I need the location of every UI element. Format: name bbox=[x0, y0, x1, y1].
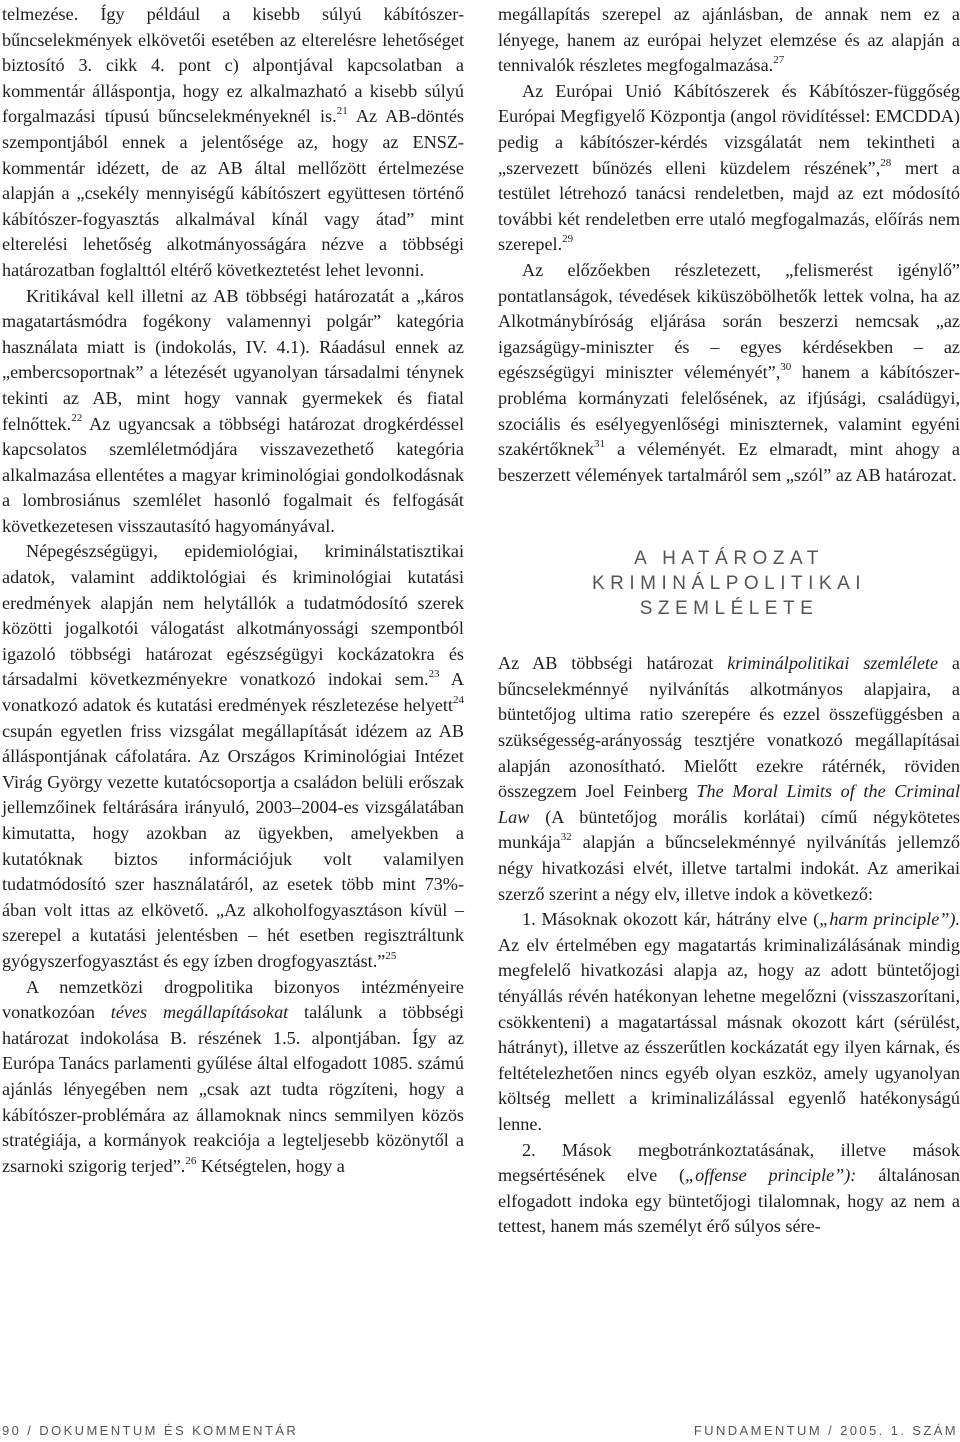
left-column bbox=[2, 2, 464, 1179]
paragraph-text: csupán egyetlen friss vizsgálat megállapítását idézem az AB álláspontjának cáfolatára. Az Országos Kriminológiai Intézet Virág György vezette kutatócsoportja a családon belüli erőszak jellemzőinek feltárására irányuló, 2003–2004-es vizsgálatában kimutatta, hogy azokban az ügyekben, amelyekben a kutatóknak biztos információjuk volt valamilyen tudatmódosító szer használatáról, az esetek több mint 73%-ában volt ittas az elkövető. „Az alkoholfogyasztáson kívül – szerepel a kutatási jelentésben – hét esetben regisztráltunk gyógyszerfogyasztást és egy ízben drogfogyasztást.” bbox=[2, 720, 464, 971]
paragraph-text: Népegészségügyi, epidemiológiai, kriminálstatisztikai adatok, valamint addiktológiai és kriminológiai kutatási eredmények alapján nem helytállók a tudatmódosító szerek közötti jogalkotói válogatást alkotmányossági szempontból igazoló többségi határozat egészségügyi kockázatokra és társadalmi következményekre vonatkozó indokai sem. bbox=[2, 541, 464, 690]
paragraph bbox=[2, 539, 464, 974]
footnote-ref: 26 bbox=[185, 1154, 197, 1167]
paragraph-text: Az ugyancsak a többségi határozat drogkérdéssel kapcsolatos szemléletmódjára visszavezethető kategória alkalmazása ellentétes a magyar kriminológiai gondolkodásnak a lombrosiánus szemlélet hasonló fogalmait és felfogását következetesen visszautasító hagyományával. bbox=[2, 413, 464, 536]
paragraph bbox=[498, 2, 960, 79]
paragraph bbox=[2, 975, 464, 1180]
paragraph-text: mert a testület létrehozó tanácsi rendeletben, majd az ezt módosító további két rendeletben erre utaló megfogalmazás, előírás nem szerepel. bbox=[498, 157, 960, 255]
paragraph-text: Az Európai Unió Kábítószerek és Kábítószer-függőség Európai Megfigyelő Központja (angol rövidítéssel: EMCDDA) pedig a kábítószer-kérdés vizsgálatát nem tekintheti a „szervezett bűnözés elleni küzdelem részének”, bbox=[498, 80, 960, 178]
paragraph-text: Az AB többségi határozat bbox=[498, 653, 728, 674]
paragraph-text: Kritikával kell illetni az AB többségi határozatát a „káros magatartásmódra fogékony valamennyi polgár” kategória használata miatt is (indokolás, IV. 4.1). Ráadásul ennek az „embercsoportnak” a létezését ugyanolyan társadalmi ténynek tekinti az AB, mint hogy vannak gyermekek és fiatal felnőttek. bbox=[2, 285, 464, 434]
paragraph-text: hanem a kábítószer-probléma kormányzati felelősének, az ifjúsági, családügyi, szociális és esélyegyenlőségi miniszternek, valamint egyéni szakértőknek bbox=[498, 362, 960, 460]
paragraph-text: Az AB-döntés szempontjából ennek a jelentősége az, hogy az ENSZ-kommentár idézett, de az AB által mellőzött értelmezése alapján a „csekély mennyiségű kábítószert együttesen történő kábítószer-fogyasztás alkalmával kínál vagy átad” mint elterelési lehetőség alkotmányosságára nézve a többségi határozatban foglalttól eltérő következtetést lehet levonni. bbox=[2, 106, 464, 280]
footnote-ref: 25 bbox=[385, 949, 397, 962]
footnote-ref: 30 bbox=[780, 361, 792, 374]
paragraph bbox=[498, 79, 960, 258]
paragraph-text: Kétségtelen, hogy a bbox=[196, 1155, 345, 1176]
footnote-ref: 31 bbox=[593, 438, 605, 451]
emphasized-text: téves megállapításokat bbox=[110, 1002, 289, 1023]
emphasized-text: „harm principle”). bbox=[819, 909, 960, 930]
paragraph bbox=[2, 284, 464, 540]
emphasized-text: „offense principle”): bbox=[685, 1165, 857, 1186]
paragraph-text: A nemzetközi drogpolitika bizonyos intézményeire vonatkozóan bbox=[2, 976, 464, 1023]
footer-section-label: 90 / DOKUMENTUM ÉS KOMMENTÁR bbox=[2, 1423, 299, 1438]
footnote-ref: 28 bbox=[880, 156, 892, 169]
paragraph-text: 2. Mások megbotránkoztatásának, illetve mások megsértésének elve ( bbox=[498, 1139, 960, 1186]
paragraph-text: megállapítás szerepel az ajánlásban, de annak nem ez a lényege, hanem az európai helyzet elemzése és az alapján a tennivalók részletes megfogalmazása. bbox=[498, 4, 960, 76]
paragraph-text: a bűncselekménnyé nyilvánítás alkotmányos alapjaira, a büntetőjog ultima ratio szerepére és ezzel összefüggésben a szükségesség-arányosság tesztjére vonatkozó megállapításai alapján azonosítható. Mielőtt ezekre rátérnék, röviden összegzem Joel Feinberg bbox=[498, 653, 960, 802]
book-title: The Moral Limits of the Criminal Law bbox=[498, 781, 960, 827]
footnote-ref: 24 bbox=[453, 693, 464, 706]
page-footer bbox=[0, 1423, 960, 1442]
paragraph-text: alapján a bűncselekménnyé nyilvánítás jellemző négy hivatkozási elvét, illetve tartalmi indokát. Az amerikai szerző szerint a négy elv, illetve indok a következő: bbox=[498, 832, 960, 904]
section-heading-line: SZEMLÉLETE bbox=[639, 598, 819, 620]
paragraph-text: Az elv értelmében egy magatartás kriminalizálásának mindig megfelelő hivatkozási alapja az, hogy az adott büntetőjogi tényállás révén hatékonyan lehetne megelőzni (visszaszorítani, csökkenteni) a magatartással másnak okozott kárt (sérülést, hátrányt), illetve az ésszerűtlen kockázatát egy ilyen kárnak, és feltételezhetően nincs egyéb olyan eszköz, amely ugyanolyan költség mellett a kriminalizálással egyenlő hatékonyságú lenne. bbox=[498, 934, 960, 1134]
section-heading bbox=[498, 546, 960, 621]
right-column bbox=[498, 2, 960, 1240]
footnote-ref: 27 bbox=[773, 54, 785, 67]
paragraph-text: telmezése. Így például a kisebb súlyú kábítószer-bűncselekmények elkövetői esetében az elterelésre lehetőséget biztosító 3. cikk 4. pont c) alpontjával kapcsolatban a kommentár álláspontja, hogy ez alkalmazható a kisebb súlyú forgalmazási típusú bűncselekményeknél is. bbox=[2, 4, 464, 127]
paragraph-text: (A büntetőjog morális korlátai) című négykötetes munkája bbox=[498, 806, 960, 853]
paragraph bbox=[498, 258, 960, 488]
paragraph-text: a véleményét. Ez elmaradt, mint ahogy a beszerzett vélemények tartalmáról sem „szól” az AB határozat. bbox=[498, 439, 960, 485]
paragraph bbox=[2, 2, 464, 284]
footnote-ref: 32 bbox=[560, 831, 572, 844]
paragraph-text: A vonatkozó adatok és kutatási eredmények részletezése helyett bbox=[2, 669, 464, 716]
footnote-ref: 23 bbox=[428, 668, 440, 681]
emphasized-text: kriminálpolitikai szemlélete bbox=[727, 653, 939, 674]
paragraph-text: találunk a többségi határozat indokolása B. részének 1.5. alpontjában. Így az Európa Tanács parlamenti gyűlése által elfogadott 1085. számú ajánlás lényegében nem „csak azt tudta rögzíteni, hogy a kábítószer-problémára az államoknak nincs semmilyen közös stratégiája, a kormányok reakciója a legteljesebb közönytől a zsarnoki szigorig terjed”. bbox=[2, 1002, 464, 1176]
paragraph-text: Az előzőekben részletezett, „felismerést igénylő” pontatlanságok, tévedések kiküszöbölhetők lettek volna, ha az Alkotmánybíróság eljárása során beszerzi nemcsak „az igazságügy-miniszter és – egyes kérdésekben – az egészségügyi miniszter véleményét”, bbox=[498, 259, 960, 383]
footnote-ref: 22 bbox=[71, 412, 83, 425]
footnote-ref: 21 bbox=[336, 105, 348, 118]
paragraph bbox=[498, 1138, 960, 1240]
section-heading-line: A HATÁROZAT bbox=[634, 548, 824, 570]
section-heading-line: KRIMINÁLPOLITIKAI bbox=[591, 573, 867, 595]
paragraph bbox=[498, 907, 960, 1137]
paragraph-text: általánosan elfogadott indoka egy büntetőjogi tilalomnak, hogy az nem a tettest, hanem más személyt érő súlyos sére- bbox=[498, 1165, 960, 1237]
paragraph-text: 1. Másoknak okozott kár, hátrány elve ( bbox=[522, 909, 820, 930]
paragraph bbox=[498, 651, 960, 907]
footnote-ref: 29 bbox=[562, 233, 574, 246]
footer-journal-label: FUNDAMENTUM / 2005. 1. SZÁM bbox=[693, 1423, 958, 1438]
